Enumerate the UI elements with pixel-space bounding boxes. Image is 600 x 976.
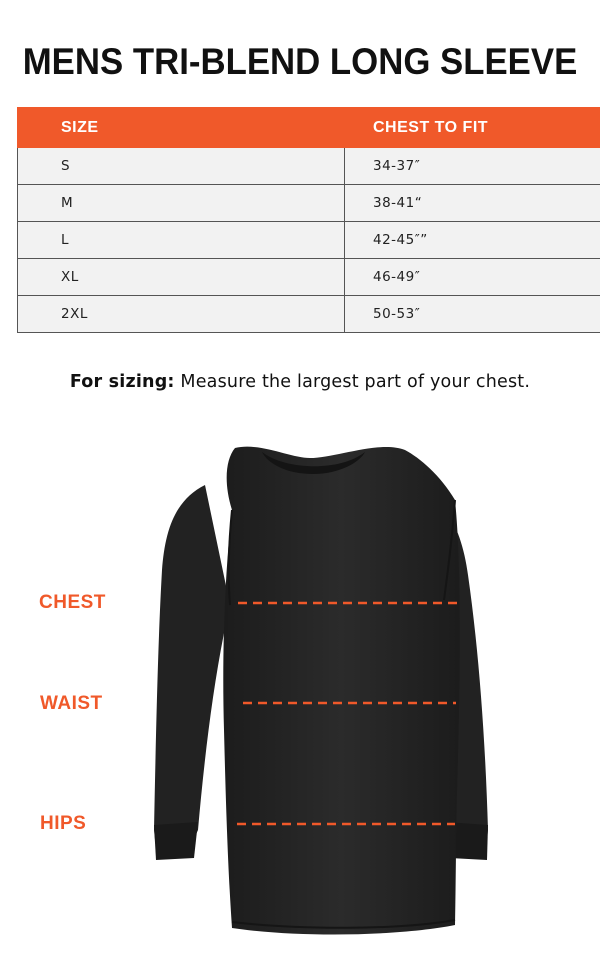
chest-cell: 50-53″ — [345, 296, 600, 333]
sizing-note-text: Measure the largest part of your chest. — [174, 372, 531, 392]
waist-label: WAIST — [40, 693, 103, 714]
sizing-note — [0, 372, 600, 392]
size-cell: XL — [18, 259, 345, 296]
shirt-left-cuff — [154, 822, 198, 860]
sizing-note-label: For sizing: — [69, 372, 175, 392]
page-title: MENS TRI-BLEND LONG SLEEVE — [22, 41, 578, 82]
table-row — [18, 185, 600, 222]
hips-label: HIPS — [40, 813, 87, 834]
size-cell: S — [18, 148, 345, 185]
size-cell: 2XL — [18, 296, 345, 333]
table-row — [18, 148, 600, 185]
chest-cell: 34-37″ — [345, 148, 600, 185]
chest-cell: 46-49″ — [345, 259, 600, 296]
size-cell: L — [18, 222, 345, 259]
size-cell: M — [18, 185, 345, 222]
chest-column-header: CHEST TO FIT — [345, 108, 600, 148]
size-chart-table — [17, 107, 600, 333]
chest-cell: 38-41“ — [345, 185, 600, 222]
chest-label: CHEST — [39, 592, 106, 613]
size-column-header: SIZE — [18, 108, 345, 148]
chest-cell: 42-45″” — [345, 222, 600, 259]
table-row — [18, 222, 600, 259]
shirt-illustration — [0, 430, 600, 950]
table-row — [18, 296, 600, 333]
table-header-row — [18, 108, 600, 148]
table-row — [18, 259, 600, 296]
shirt-body — [223, 447, 460, 935]
shirt-left-sleeve — [154, 485, 230, 850]
